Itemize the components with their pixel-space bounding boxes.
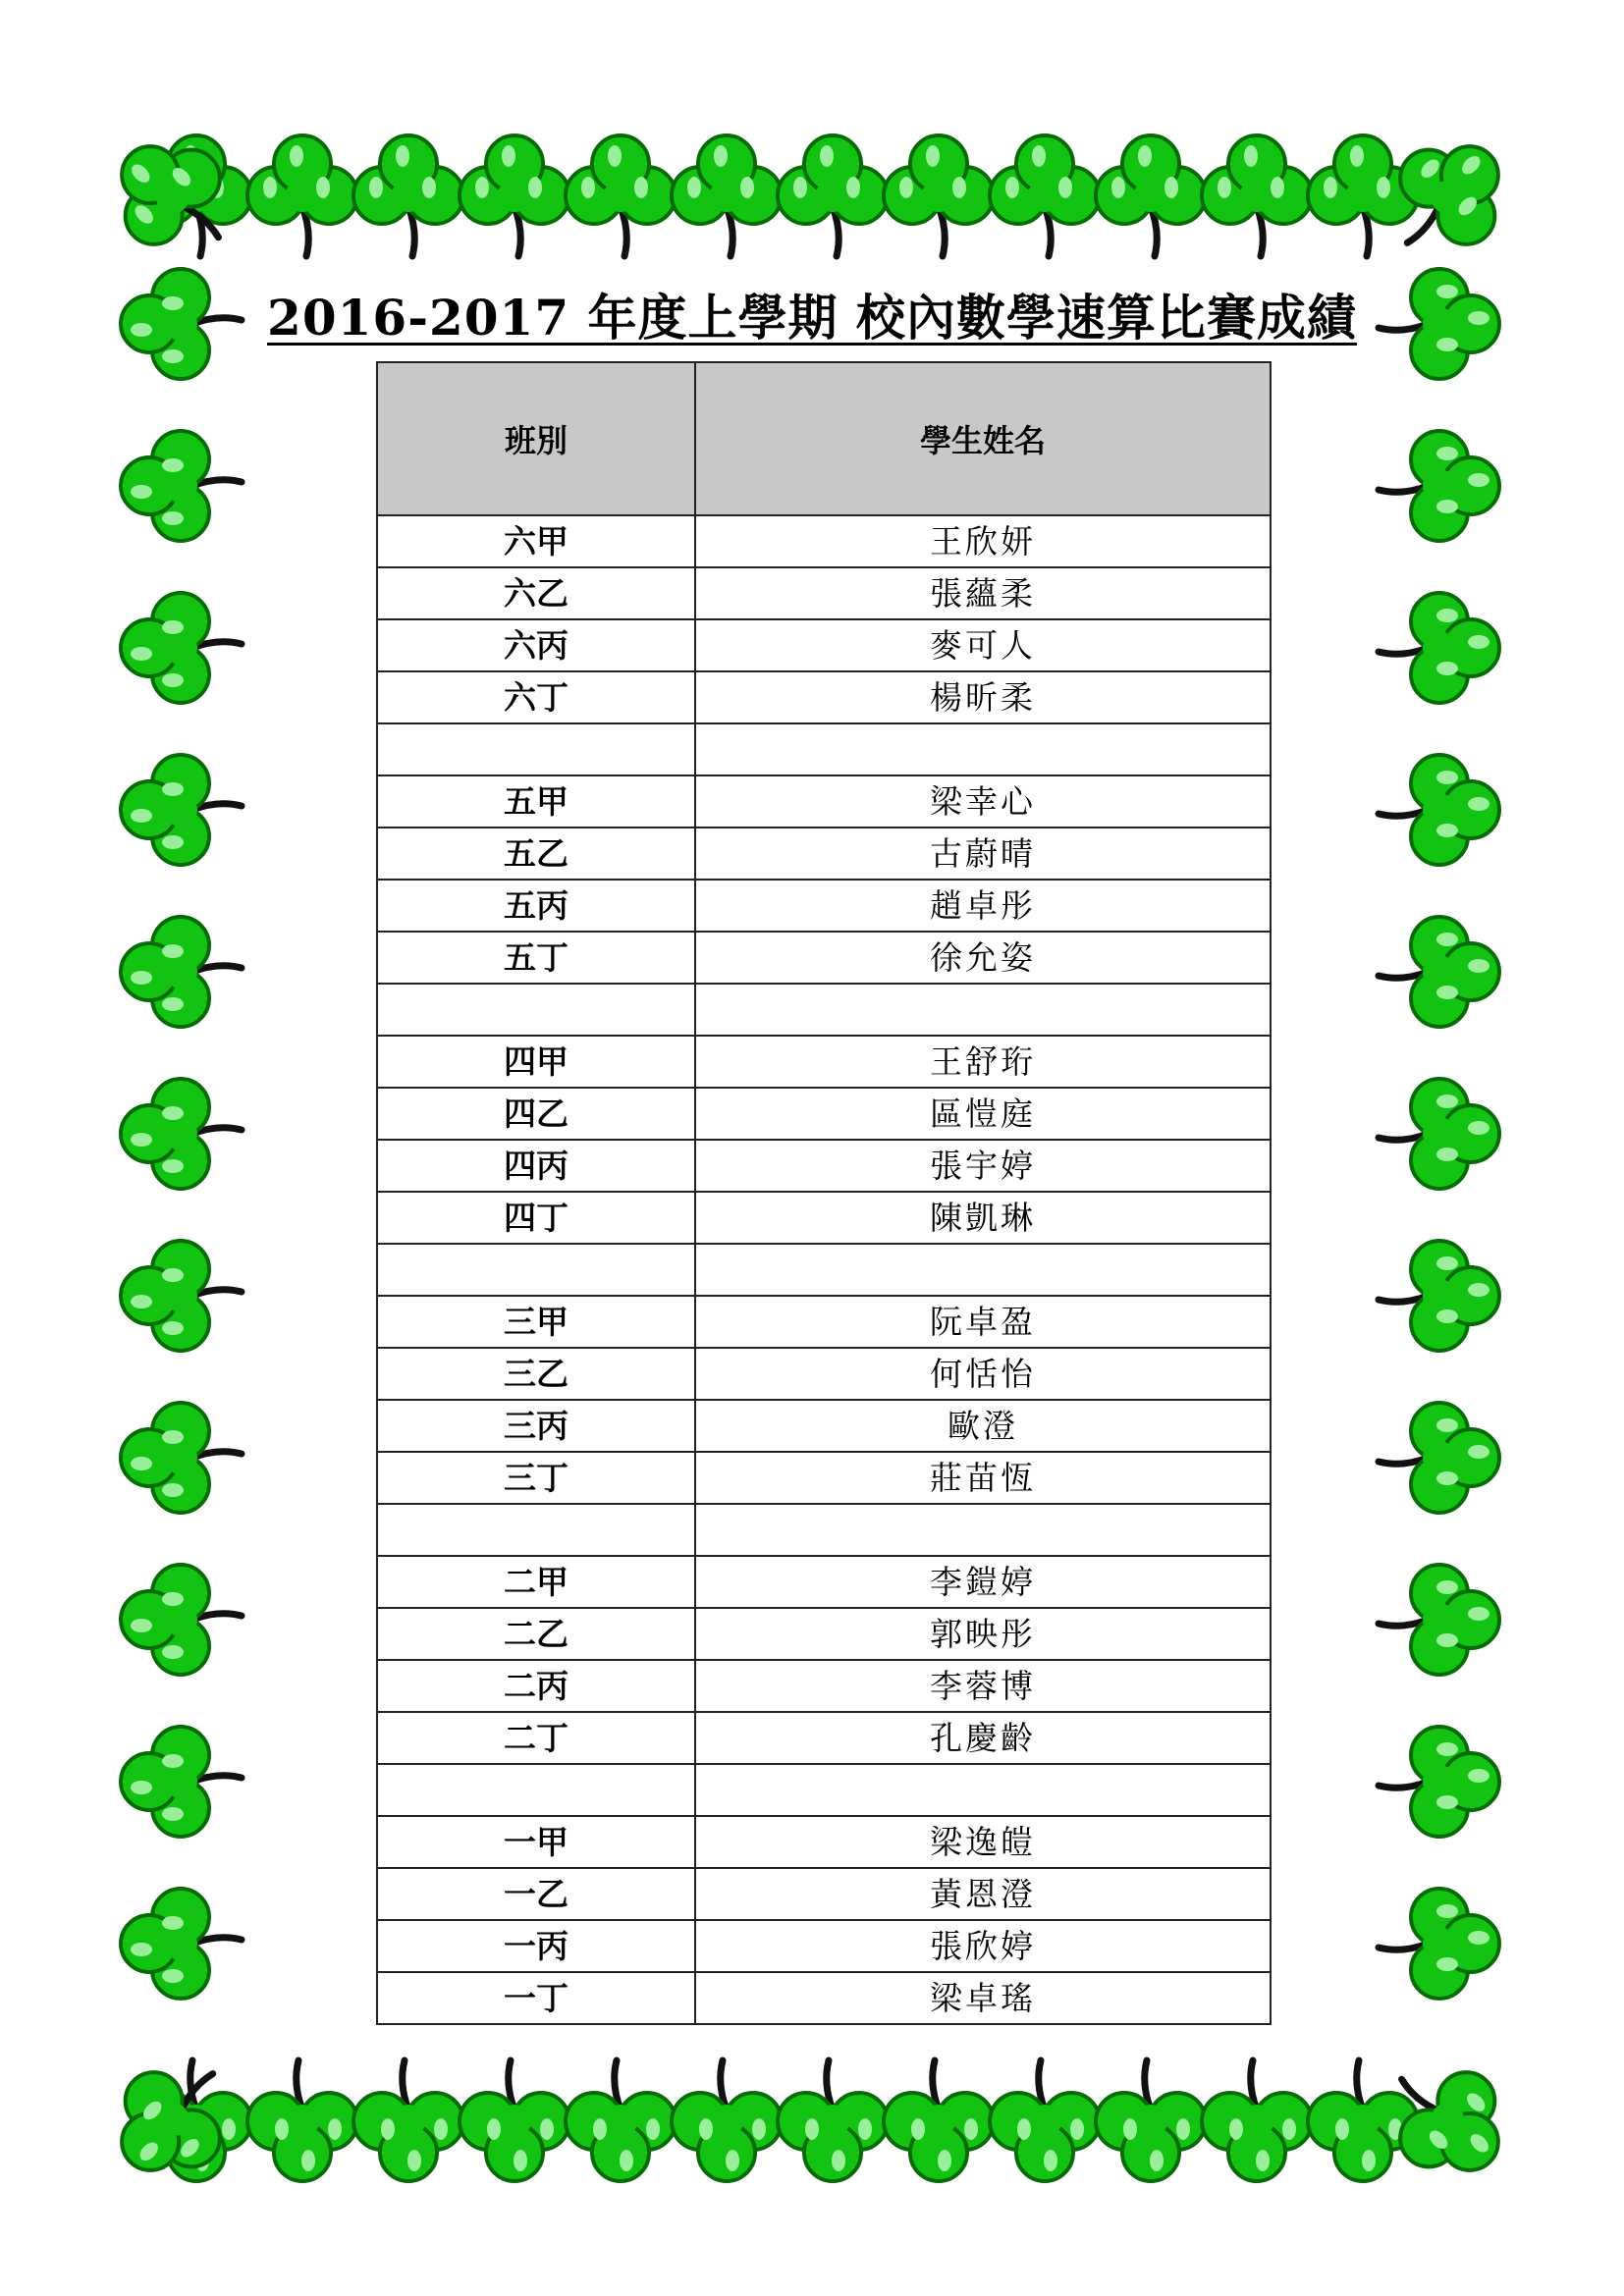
shamrock-clover-icon bbox=[460, 135, 569, 256]
shamrock-clover-icon bbox=[1379, 1727, 1499, 1837]
student-name-cell: 張蘊柔 bbox=[695, 567, 1271, 619]
table-row bbox=[377, 1452, 1271, 1504]
shamrock-clover-icon bbox=[1096, 2060, 1206, 2181]
shamrock-clover-icon bbox=[247, 135, 357, 256]
student-name-cell bbox=[695, 1764, 1271, 1816]
table-row bbox=[377, 1348, 1271, 1400]
student-name-cell: 王舒珩 bbox=[695, 1036, 1271, 1088]
page-title: 2016-2017 年度上學期 校內數學速算比賽成績 bbox=[267, 289, 1357, 347]
class-cell: 二乙 bbox=[377, 1608, 695, 1660]
shamrock-clover-icon bbox=[1202, 135, 1312, 256]
student-name-cell: 郭映彤 bbox=[695, 1608, 1271, 1660]
shamrock-clover-icon bbox=[353, 2060, 463, 2181]
shamrock-clover-icon bbox=[353, 135, 463, 256]
shamrock-clover-icon bbox=[1379, 431, 1499, 541]
table-row bbox=[377, 671, 1271, 723]
table-row bbox=[377, 1868, 1271, 1920]
student-name-cell: 莊苗恆 bbox=[695, 1452, 1271, 1504]
table-row bbox=[377, 1920, 1271, 1972]
shamrock-clover-icon bbox=[121, 1241, 242, 1351]
student-name-cell: 孔慶齡 bbox=[695, 1712, 1271, 1764]
class-cell: 二丙 bbox=[377, 1660, 695, 1712]
shamrock-clover-icon bbox=[990, 2060, 1100, 2181]
shamrock-clover-icon bbox=[884, 135, 994, 256]
shamrock-clover-icon bbox=[460, 2060, 569, 2181]
student-name-cell bbox=[695, 984, 1271, 1036]
shamrock-clover-icon bbox=[566, 135, 676, 256]
table-row bbox=[377, 1608, 1271, 1660]
column-header-student-name: 學生姓名 bbox=[695, 362, 1271, 515]
shamrock-clover-icon bbox=[121, 593, 242, 703]
shamrock-clover-icon bbox=[884, 2060, 994, 2181]
class-cell: 五甲 bbox=[377, 775, 695, 828]
results-table bbox=[376, 361, 1272, 2025]
shamrock-clover-icon bbox=[121, 755, 242, 865]
class-cell: 四甲 bbox=[377, 1036, 695, 1088]
shamrock-clover-icon bbox=[121, 1079, 242, 1189]
table-row bbox=[377, 1400, 1271, 1452]
class-cell: 五乙 bbox=[377, 828, 695, 880]
student-name-cell: 歐澄 bbox=[695, 1400, 1271, 1452]
student-name-cell: 李蓉博 bbox=[695, 1660, 1271, 1712]
table-row bbox=[377, 1192, 1271, 1244]
student-name-cell: 古蔚晴 bbox=[695, 828, 1271, 880]
class-cell: 一乙 bbox=[377, 1868, 695, 1920]
student-name-cell: 阮卓盈 bbox=[695, 1296, 1271, 1348]
class-cell: 六甲 bbox=[377, 515, 695, 567]
shamrock-clover-icon bbox=[247, 2060, 357, 2181]
shamrock-clover-icon bbox=[990, 135, 1100, 256]
student-name-cell: 麥可人 bbox=[695, 619, 1271, 671]
shamrock-clover-icon bbox=[121, 1403, 242, 1513]
table-row bbox=[377, 1036, 1271, 1088]
class-cell: 五丙 bbox=[377, 880, 695, 932]
table-row bbox=[377, 1556, 1271, 1608]
table-row bbox=[377, 828, 1271, 880]
table-row bbox=[377, 1140, 1271, 1192]
shamrock-clover-icon bbox=[121, 1889, 242, 1999]
shamrock-clover-icon bbox=[672, 2060, 782, 2181]
table-row bbox=[377, 567, 1271, 619]
class-cell bbox=[377, 1764, 695, 1816]
class-cell: 一甲 bbox=[377, 1816, 695, 1868]
class-cell bbox=[377, 723, 695, 775]
student-name-cell: 李鎧婷 bbox=[695, 1556, 1271, 1608]
class-cell bbox=[377, 1244, 695, 1296]
student-name-cell: 何恬怡 bbox=[695, 1348, 1271, 1400]
shamrock-clover-icon bbox=[1202, 2060, 1312, 2181]
student-name-cell: 黃恩澄 bbox=[695, 1868, 1271, 1920]
shamrock-clover-icon bbox=[672, 135, 782, 256]
student-name-cell: 梁卓瑤 bbox=[695, 1972, 1271, 2024]
student-name-cell bbox=[695, 1504, 1271, 1556]
shamrock-clover-icon bbox=[1379, 1079, 1499, 1189]
shamrock-clover-icon bbox=[1379, 593, 1499, 703]
column-header-class: 班別 bbox=[377, 362, 695, 515]
table-row bbox=[377, 1972, 1271, 2024]
shamrock-clover-icon bbox=[121, 431, 242, 541]
class-cell: 三乙 bbox=[377, 1348, 695, 1400]
class-cell: 四丁 bbox=[377, 1192, 695, 1244]
student-name-cell: 王欣妍 bbox=[695, 515, 1271, 567]
table-row bbox=[377, 1712, 1271, 1764]
shamrock-clover-icon bbox=[778, 135, 888, 256]
class-cell: 三丙 bbox=[377, 1400, 695, 1452]
class-cell: 一丁 bbox=[377, 1972, 695, 2024]
shamrock-clover-icon bbox=[1379, 1403, 1499, 1513]
table-row bbox=[377, 984, 1271, 1036]
table-row bbox=[377, 1764, 1271, 1816]
shamrock-clover-icon bbox=[121, 1727, 242, 1837]
shamrock-clover-icon bbox=[1379, 1565, 1499, 1675]
shamrock-clover-icon bbox=[121, 1565, 242, 1675]
class-cell: 三甲 bbox=[377, 1296, 695, 1348]
shamrock-clover-icon bbox=[1379, 755, 1499, 865]
shamrock-clover-icon bbox=[1379, 1241, 1499, 1351]
class-cell: 一丙 bbox=[377, 1920, 695, 1972]
class-cell: 四乙 bbox=[377, 1088, 695, 1140]
class-cell: 六丁 bbox=[377, 671, 695, 723]
table-row bbox=[377, 619, 1271, 671]
table-row bbox=[377, 515, 1271, 567]
class-cell: 六乙 bbox=[377, 567, 695, 619]
class-cell: 三丁 bbox=[377, 1452, 695, 1504]
student-name-cell: 區愷庭 bbox=[695, 1088, 1271, 1140]
shamrock-clover-icon bbox=[1096, 135, 1206, 256]
table-row bbox=[377, 723, 1271, 775]
student-name-cell: 梁逸皚 bbox=[695, 1816, 1271, 1868]
shamrock-clover-icon bbox=[121, 917, 242, 1027]
student-name-cell: 徐允姿 bbox=[695, 932, 1271, 984]
student-name-cell: 張欣婷 bbox=[695, 1920, 1271, 1972]
class-cell: 二丁 bbox=[377, 1712, 695, 1764]
student-name-cell bbox=[695, 1244, 1271, 1296]
shamrock-clover-icon bbox=[1379, 917, 1499, 1027]
table-row bbox=[377, 1660, 1271, 1712]
class-cell: 六丙 bbox=[377, 619, 695, 671]
student-name-cell: 趙卓彤 bbox=[695, 880, 1271, 932]
table-row bbox=[377, 775, 1271, 828]
class-cell bbox=[377, 984, 695, 1036]
table-row bbox=[377, 880, 1271, 932]
class-cell bbox=[377, 1504, 695, 1556]
class-cell: 五丁 bbox=[377, 932, 695, 984]
table-row bbox=[377, 1244, 1271, 1296]
shamrock-clover-icon bbox=[1379, 1889, 1499, 1999]
table-row bbox=[377, 1816, 1271, 1868]
table-row bbox=[377, 1088, 1271, 1140]
class-cell: 四丙 bbox=[377, 1140, 695, 1192]
table-row bbox=[377, 1296, 1271, 1348]
table-row bbox=[377, 932, 1271, 984]
table-header-row bbox=[377, 362, 1271, 515]
shamrock-clover-icon bbox=[1308, 135, 1418, 256]
student-name-cell: 楊昕柔 bbox=[695, 671, 1271, 723]
shamrock-clover-icon bbox=[566, 2060, 676, 2181]
shamrock-clover-icon bbox=[778, 2060, 888, 2181]
table-row bbox=[377, 1504, 1271, 1556]
student-name-cell: 張宇婷 bbox=[695, 1140, 1271, 1192]
student-name-cell bbox=[695, 723, 1271, 775]
student-name-cell: 陳凱琳 bbox=[695, 1192, 1271, 1244]
class-cell: 二甲 bbox=[377, 1556, 695, 1608]
student-name-cell: 梁幸心 bbox=[695, 775, 1271, 828]
